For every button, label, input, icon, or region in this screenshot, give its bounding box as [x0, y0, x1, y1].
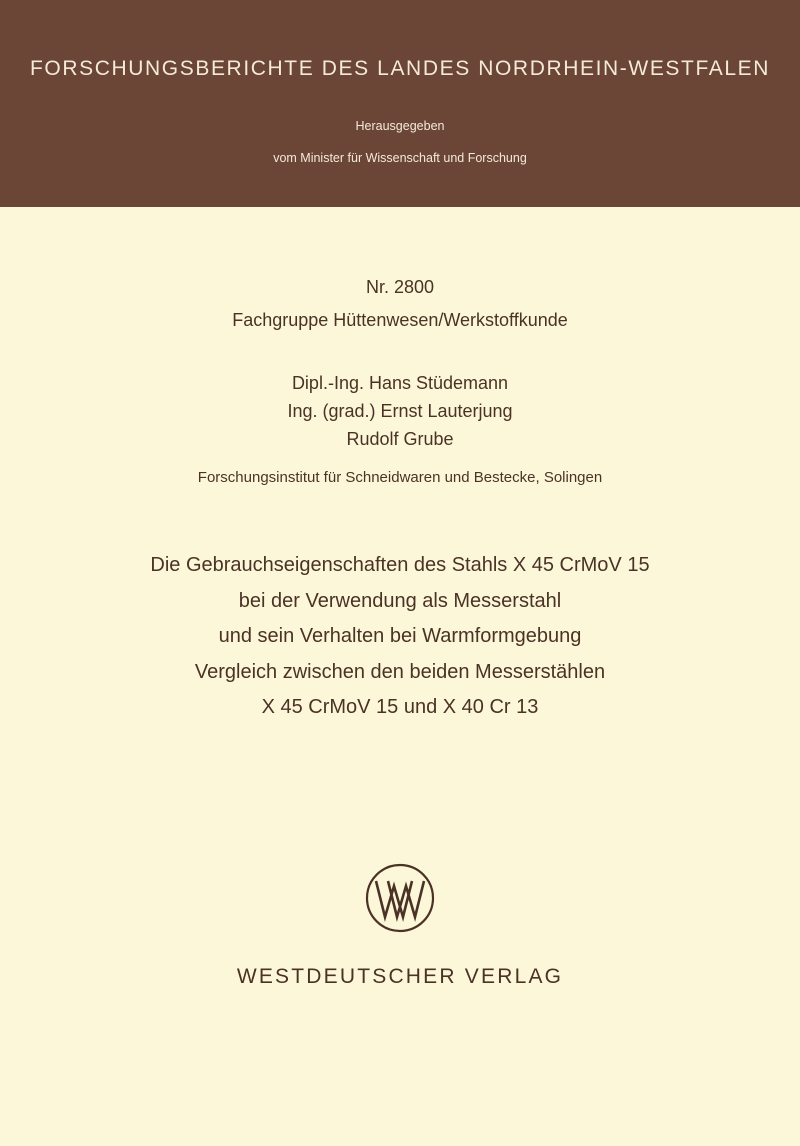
- author-name: Dipl.-Ing. Hans Stüdemann: [291, 373, 509, 393]
- institute-name: Forschungsinstitut für Schneidwaren und Bestecke, Solingen: [197, 469, 603, 486]
- title-line: X 45 CrMoV 15 und X 40 Cr 13: [261, 696, 539, 718]
- title-line: und sein Verhalten bei Warmformgebung: [218, 625, 582, 647]
- author-name: Rudolf Grube: [346, 429, 454, 449]
- report-title: [0, 548, 800, 726]
- report-group: Fachgruppe Hüttenwesen/Werkstoffkunde: [232, 310, 568, 330]
- series-title: FORSCHUNGSBERICHTE DES LANDES NORDRHEIN-WESTFALEN: [30, 57, 770, 80]
- publisher-name: WESTDEUTSCHER VERLAG: [236, 965, 564, 988]
- report-number: Nr. 2800: [365, 277, 435, 297]
- title-line: bei der Verwendung als Messerstahl: [238, 589, 562, 612]
- title-line: Die Gebrauchseigenschaften des Stahls X 45 CrMoV 15: [150, 554, 650, 576]
- editor-label: Herausgegeben: [355, 119, 445, 133]
- editor-name: vom Minister für Wissenschaft und Forschung: [273, 151, 527, 165]
- author-list: [0, 369, 800, 453]
- ww-circle-logo-icon: [364, 862, 436, 934]
- series-header-band: [0, 0, 800, 207]
- title-line: Vergleich zwischen den beiden Messerstählen: [194, 660, 606, 683]
- author-name: Ing. (grad.) Ernst Lauterjung: [287, 401, 513, 421]
